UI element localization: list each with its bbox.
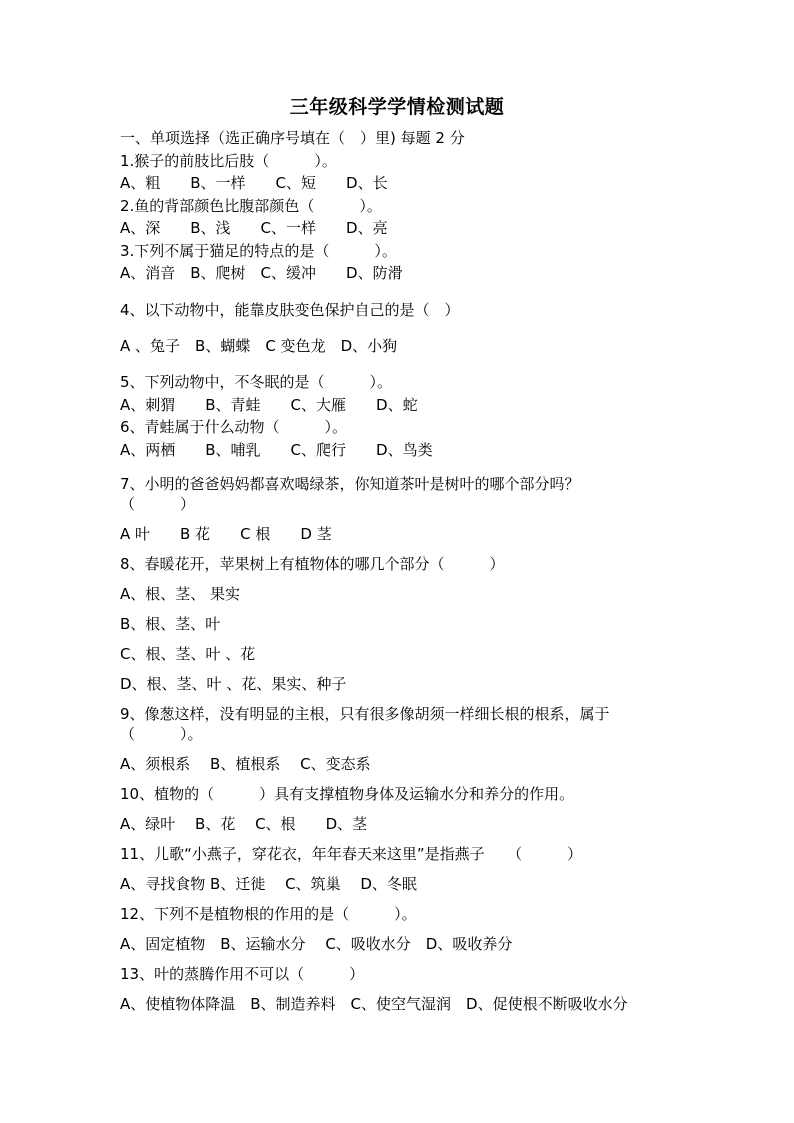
question-10-stem: 10、植物的（ ）具有支撑植物身体及运输水分和养分的作用。 [120, 785, 575, 803]
question-6-stem: 6、青蛙属于什么动物（ ）。 [120, 418, 348, 436]
question-13-stem: 13、叶的蒸腾作用不可以（ ） [120, 965, 365, 983]
question-10-options: A、绿叶 B、花 C、根 D、茎 [120, 815, 368, 833]
question-8-stem: 8、春暖花开，苹果树上有植物体的哪几个部分（ ） [120, 555, 505, 573]
question-11-stem: 11、儿歌“小燕子，穿花衣，年年春天来这里”是指燕子 （ ） [120, 845, 583, 863]
question-7-stem: 7、小明的爸爸妈妈都喜欢喝绿茶，你知道茶叶是树叶的哪个部分吗？ [120, 475, 580, 493]
question-2-stem: 2.鱼的背部颜色比腹部颜色（ ）。 [120, 197, 382, 215]
question-8-option-b: B、根、茎、叶 [120, 615, 221, 633]
question-9-stem: 9、像葱这样，没有明显的主根，只有很多像胡须一样细长根的根系，属于 [120, 705, 610, 723]
section-heading: 一、单项选择（选正确序号填在（ ）里) 每题 2 分 [120, 129, 465, 147]
question-3-options: A、消音 B、爬树 C、缓冲 D、防滑 [120, 264, 403, 282]
question-13-options: A、使植物体降温 B、制造养料 C、使空气湿润 D、促使根不断吸收水分 [120, 995, 628, 1013]
question-12-stem: 12、下列不是植物根的作用的是（ ）。 [120, 905, 417, 923]
question-8-option-c: C、根、茎、叶 、花 [120, 645, 256, 663]
question-9-answer-blank: （ ）。 [120, 725, 203, 743]
question-7-answer-blank: （ ） [120, 495, 196, 513]
question-11-options: A、寻找食物 B、迁徙 C、筑巢 D、冬眠 [120, 875, 417, 893]
question-1-options: A、粗 B、一样 C、短 D、长 [120, 174, 388, 192]
question-7-options: A 叶 B 花 C 根 D 茎 [120, 525, 332, 543]
question-8-option-d: D、根、茎、叶 、花、果实、种子 [120, 675, 347, 693]
question-1-stem: 1.猴子的前肢比后肢（ ）。 [120, 152, 337, 170]
question-4-options: A 、兔子 B、蝴蝶 C 变色龙 D、小狗 [120, 337, 398, 355]
question-3-stem: 3.下列不属于猫足的特点的是（ ）。 [120, 242, 397, 260]
question-9-options: A、须根系 B、植根系 C、变态系 [120, 755, 371, 773]
question-2-options: A、深 B、浅 C、一样 D、亮 [120, 219, 388, 237]
question-5-stem: 5、下列动物中，不冬眠的是（ ）。 [120, 373, 393, 391]
question-12-options: A、固定植物 B、运输水分 C、吸收水分 D、吸收养分 [120, 935, 513, 953]
question-8-option-a: A、根、茎、 果实 [120, 585, 241, 603]
question-5-options: A、刺猬 B、青蛙 C、大雁 D、蛇 [120, 396, 418, 414]
exam-title: 三年级科学学情检测试题 [289, 96, 505, 118]
question-4-stem: 4、以下动物中，能靠皮肤变色保护自己的是（ ） [120, 301, 460, 319]
question-6-options: A、两栖 B、哺乳 C、爬行 D、鸟类 [120, 441, 433, 459]
